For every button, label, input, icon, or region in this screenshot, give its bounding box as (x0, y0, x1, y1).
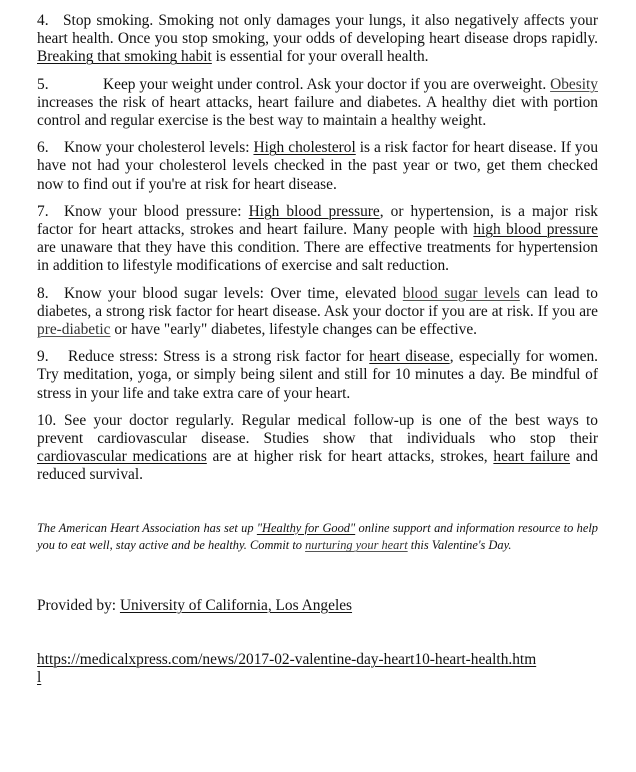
tip-4: 4. Stop smoking. Smoking not only damages your lungs, it also negatively affects your heart health. Once you stop smoking, your odds of developing heart disease drops rapidly. Breaking that smoking habit is essential for your overall health. (37, 12, 598, 66)
provided-by (37, 597, 598, 615)
aha-note: The American Heart Association has set up "Healthy for Good" online support and information resource to help you to eat well, stay active and be healthy. Commit to nurturing your heart this Valentine's Day. (37, 520, 598, 553)
link-cardiovascular-medications[interactable]: cardiovascular medications (37, 448, 207, 466)
link-high-blood-pressure[interactable]: High blood pressure (248, 202, 380, 220)
link-high-cholesterol[interactable]: High cholesterol (253, 139, 356, 157)
tip-number: 6. (37, 139, 49, 157)
source-url (37, 651, 537, 687)
link-high-blood-pressure-2[interactable]: high blood pressure (473, 221, 598, 239)
link-source-url[interactable]: https://medicalxpress.com/news/2017-02-valentine-day-heart10-heart-health.html (37, 650, 537, 686)
link-pre-diabetic[interactable]: pre-diabetic (37, 321, 111, 339)
provided-by-label: Provided by: (37, 596, 120, 614)
tip-number: 5. (37, 75, 49, 93)
tip-9: 9. Reduce stress: Stress is a strong risk factor for heart disease, especially for women. Try meditation, yoga, or simply being silent and still for 10 minutes a day. Be mindful of stress in your life and take extra care of your heart. (37, 348, 598, 402)
tip-number: 10. (37, 411, 57, 429)
link-ucla[interactable]: University of California, Los Angeles (119, 596, 353, 614)
tip-6: 6. Know your cholesterol levels: High cholesterol is a risk factor for heart disease. If you have not had your cholesterol levels checked in the past year or two, get them checked now to find out if you're at risk for heart disease. (37, 139, 599, 193)
link-obesity[interactable]: Obesity (550, 75, 598, 93)
link-healthy-for-good[interactable]: "Healthy for Good" (256, 520, 356, 535)
tip-10: 10. See your doctor regularly. Regular medical follow-up is one of the best ways to prevent cardiovascular disease. Studies show that individuals who stop their cardiovascular medications are at higher risk for heart attacks, strokes, heart failure and reduced survival. (37, 411, 598, 484)
link-nurturing-your-heart[interactable]: nurturing your heart (305, 538, 408, 553)
tip-number: 9. (37, 348, 49, 366)
tip-7: 7. Know your blood pressure: High blood pressure, or hypertension, is a major risk factor for heart attacks, strokes and heart failure. Many people with high blood pressure are unaware that they have this condition. There are effective treatments for hypertension in addition to lifestyle modifications of exercise and salt reduction. (37, 202, 599, 275)
tip-number: 7. (37, 202, 49, 220)
link-heart-failure[interactable]: heart failure (493, 448, 571, 466)
tip-number: 4. (37, 12, 49, 29)
tip-8: 8. Know your blood sugar levels: Over time, elevated blood sugar levels can lead to diabetes, a strong risk factor for heart disease. Ask your doctor if you are at risk. If you are pre-diabetic or have "early" diabetes, lifestyle changes can be effective. (37, 284, 598, 339)
link-blood-sugar-levels[interactable]: blood sugar levels (402, 284, 520, 302)
link-heart-disease[interactable]: heart disease (369, 348, 450, 366)
tip-number: 8. (37, 284, 49, 302)
tip-5: 5. Keep your weight under control. Ask your doctor if you are overweight. Obesity increases the risk of heart attacks, heart failure and diabetes. A healthy diet with portion control and regular exercise is the best way to maintain a healthy weight. (37, 75, 598, 130)
link-breaking-smoking-habit[interactable]: Breaking that smoking habit (37, 48, 212, 66)
